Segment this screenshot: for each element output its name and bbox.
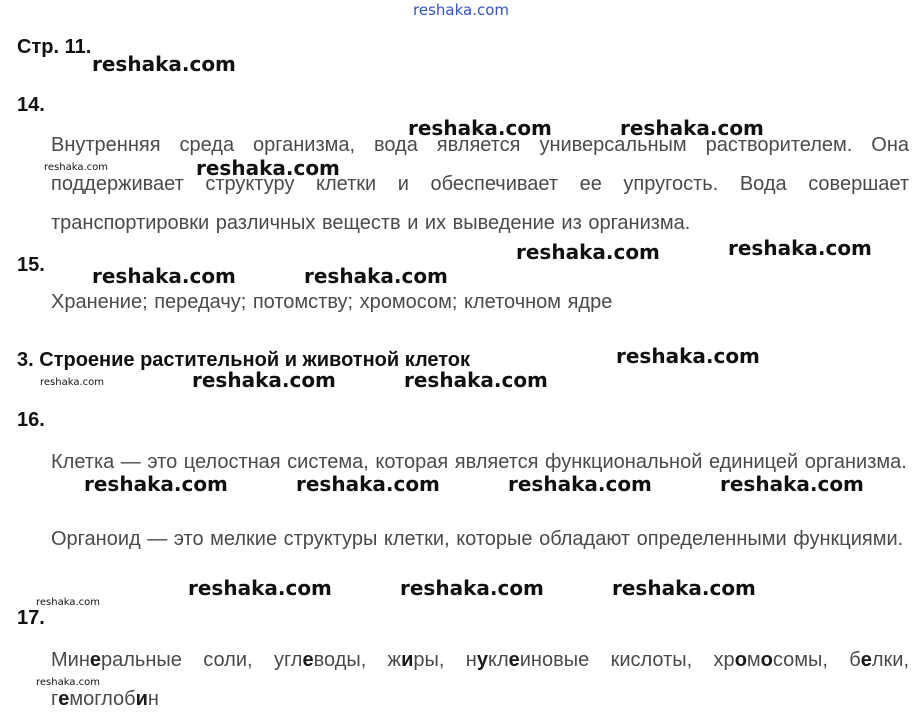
q17-accent-letter: о	[734, 649, 747, 671]
q17-seg: моглоб	[69, 688, 136, 710]
question-16-paragraph-2: Органоид — это мелкие структуры клетки, которые обладают определенными функциями.	[51, 528, 904, 550]
q17-accent-letter: е	[860, 649, 872, 671]
q17-line-1	[51, 649, 909, 671]
question-14-answer: Внутренняя среда организма, вода является универсальным растворителем. Она поддерживает структуру клетки и обеспечивает ее упругость. Вода совершает транспортировки различных веществ и их выведение из организма.	[51, 134, 909, 234]
watermark: reshaka.com	[400, 576, 544, 600]
question-16-paragraph-1: Клетка — это целостная система, которая является функциональной единицей организма.	[51, 451, 907, 473]
watermark: reshaka.com	[516, 240, 660, 264]
question-15-answer: Хранение; передачу; потомству; хромосом; клеточном ядре	[51, 291, 613, 313]
watermark: reshaka.com	[404, 368, 548, 392]
q17-accent-letter: е	[58, 688, 70, 710]
q17-seg: сомы, б	[772, 649, 861, 671]
q17-accent-letter: и	[135, 688, 148, 710]
watermark: reshaka.com	[84, 472, 228, 496]
question-15-number: 15.	[17, 254, 45, 276]
watermark-small: reshaka.com	[36, 597, 100, 608]
q17-accent-letter: о	[760, 649, 773, 671]
watermark: reshaka.com	[508, 472, 652, 496]
q17-seg: ральные соли, угл	[101, 649, 303, 671]
watermark: reshaka.com	[296, 472, 440, 496]
q17-seg: Мин	[51, 649, 90, 671]
watermark: reshaka.com	[612, 576, 756, 600]
q17-seg: иновые кислоты, хр	[519, 649, 735, 671]
watermark: reshaka.com	[92, 52, 236, 76]
watermark: reshaka.com	[616, 344, 760, 368]
watermark: reshaka.com	[304, 264, 448, 288]
watermark: reshaka.com	[196, 156, 340, 180]
q17-accent-letter: е	[508, 649, 520, 671]
q17-seg: ры, н	[413, 649, 477, 671]
watermark-small: reshaka.com	[36, 677, 100, 688]
q17-seg: воды, ж	[313, 649, 402, 671]
q17-accent-letter: е	[302, 649, 314, 671]
question-16-number: 16.	[17, 409, 45, 431]
q17-seg: лки,	[871, 649, 910, 671]
question-17-number: 17.	[17, 607, 45, 629]
q17-line-2	[51, 688, 159, 710]
question-14-number: 14.	[17, 94, 45, 116]
watermark-small: reshaka.com	[40, 377, 104, 388]
watermark: reshaka.com	[720, 472, 864, 496]
q17-seg: н	[147, 688, 159, 710]
q17-accent-letter: и	[401, 649, 414, 671]
watermark: reshaka.com	[192, 368, 336, 392]
watermark: reshaka.com	[620, 116, 764, 140]
watermark-small: reshaka.com	[44, 162, 108, 173]
q17-accent-letter: е	[89, 649, 102, 671]
q17-accent-letter: у	[476, 649, 488, 671]
question-17-answer	[51, 641, 909, 719]
q17-seg: кл	[487, 649, 509, 671]
page-reference: Стр. 11.	[17, 36, 92, 58]
watermark: reshaka.com	[728, 236, 872, 260]
watermark: reshaka.com	[188, 576, 332, 600]
site-link[interactable]: reshaka.com	[413, 1, 509, 19]
q17-seg: г	[51, 688, 59, 710]
watermark: reshaka.com	[408, 116, 552, 140]
section-title: 3. Строение растительной и животной клеток	[17, 349, 471, 371]
q17-seg: м	[746, 649, 761, 671]
watermark: reshaka.com	[92, 264, 236, 288]
